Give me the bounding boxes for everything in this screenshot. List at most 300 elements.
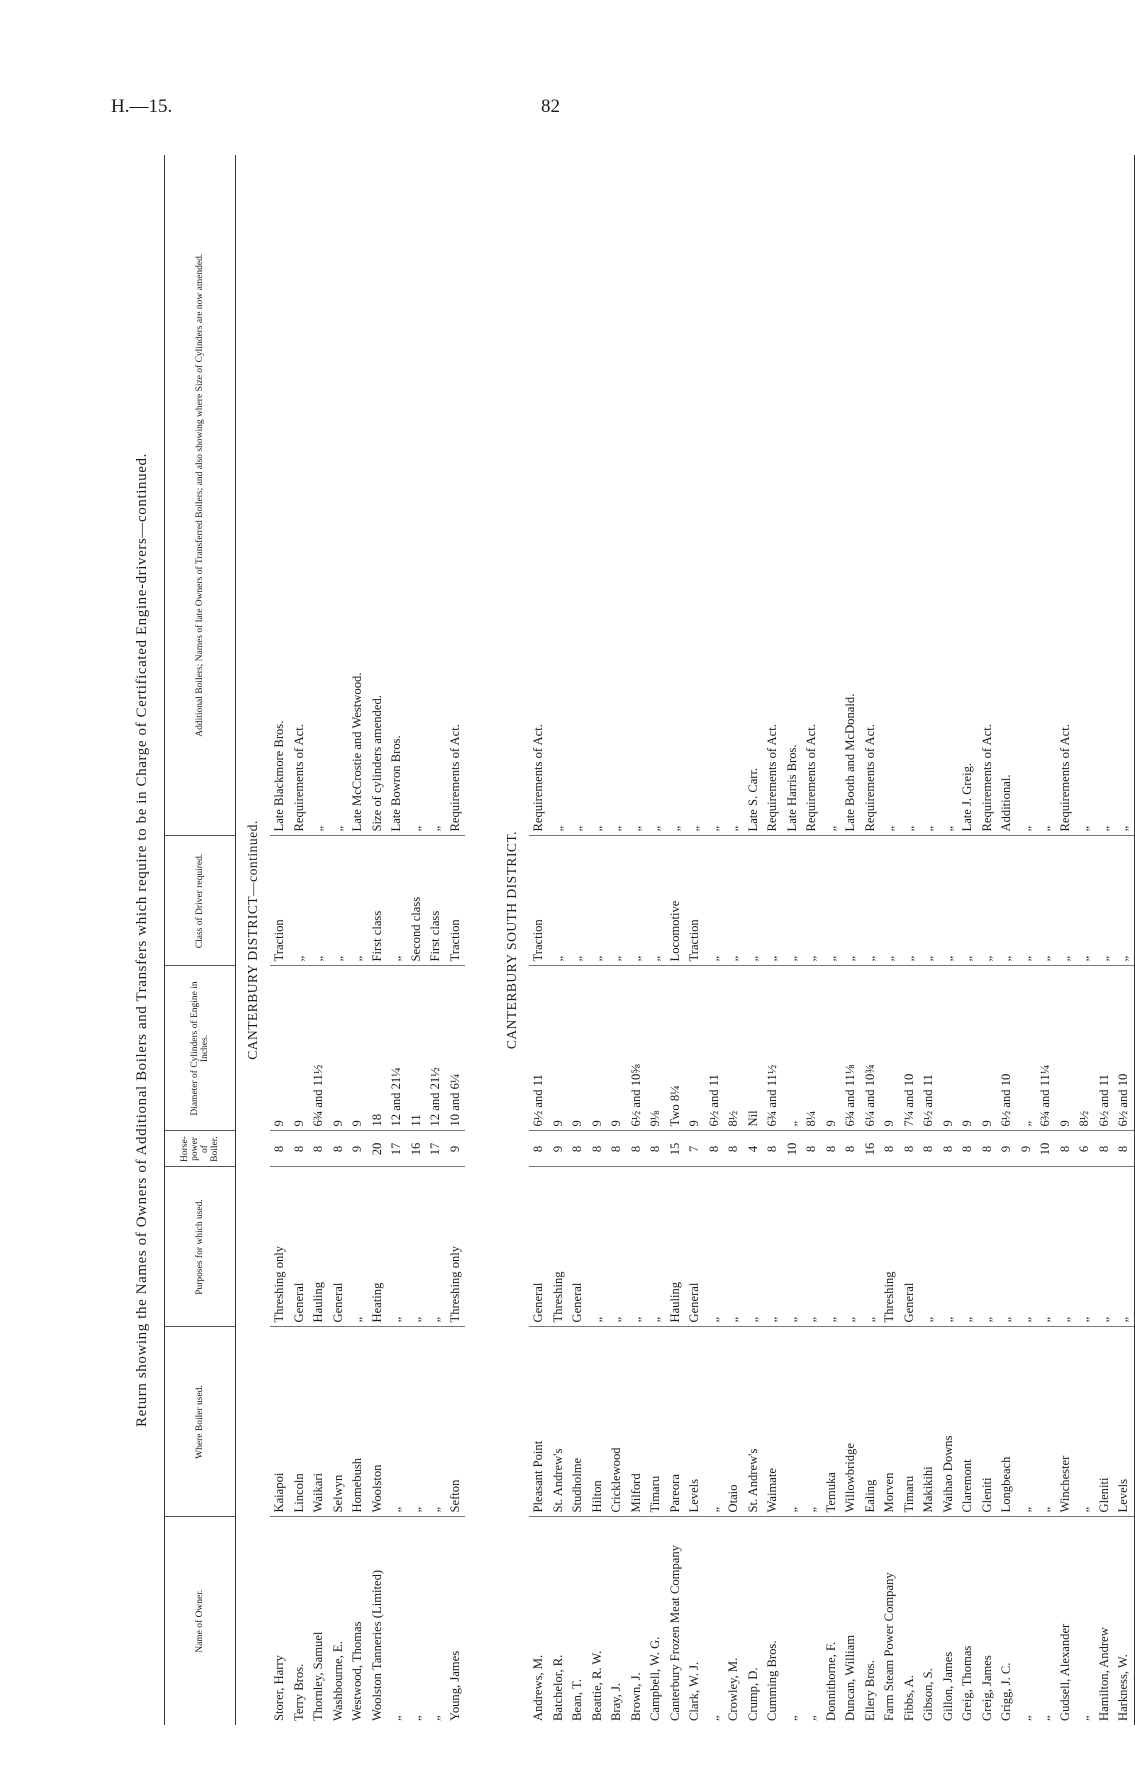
table-row (1114, 155, 1134, 1725)
purpose-cell: General (529, 1167, 549, 1327)
driver-class-cell: „ (705, 836, 725, 966)
cylinder-cell: 9 (329, 966, 349, 1131)
table-row (705, 155, 725, 1725)
driver-class-cell: „ (744, 836, 764, 966)
purpose-cell: Hauling (309, 1167, 329, 1327)
horse-power-cell: 8 (724, 1131, 744, 1167)
table-row (646, 155, 666, 1725)
owner-cell: Brown, J. (628, 1672, 643, 1721)
remarks-cell: Late Harris Bros. (783, 155, 803, 836)
owner-cell: „ (1038, 1715, 1052, 1721)
header-row (165, 155, 236, 1725)
horse-power-cell: 9 (348, 1131, 368, 1167)
horse-power-cell: 10 (783, 1131, 803, 1167)
where-used-cell: Kaiapoi (270, 1327, 290, 1517)
col-horse-power: Horse-power of Boiler. (165, 1131, 236, 1167)
driver-class-cell: Traction (270, 836, 290, 966)
horse-power-cell: 6 (1075, 1131, 1095, 1167)
owner-cell: Grigg, J. C. (999, 1662, 1013, 1721)
cylinder-cell: 7¼ and 10 (900, 966, 920, 1131)
purpose-cell: „ (744, 1167, 764, 1327)
cylinder-cell: 6¾ and 11¼ (1036, 966, 1056, 1131)
driver-class-cell: „ (387, 836, 407, 966)
remarks-cell: „ (329, 155, 349, 836)
owner-cell: Bray, J. (609, 1682, 623, 1721)
table-row (368, 155, 388, 1725)
table-row (607, 155, 627, 1725)
purpose-cell: „ (407, 1167, 427, 1327)
horse-power-cell: 9 (997, 1131, 1017, 1167)
where-used-cell: Winchester (1056, 1327, 1076, 1517)
remarks-cell: Requirements of Act. (446, 155, 466, 836)
horse-power-cell: 4 (744, 1131, 764, 1167)
driver-class-cell: Second class (407, 836, 427, 966)
remarks-cell: Late S. Carr. (744, 155, 764, 836)
cylinder-cell: 6¾ and 11½ (309, 966, 329, 1131)
driver-class-cell: Locomotive (666, 836, 686, 966)
driver-class-cell: „ (646, 836, 666, 966)
where-used-cell: Timaru (900, 1327, 920, 1517)
table-row (919, 155, 939, 1725)
where-used-cell: St. Andrew's (549, 1327, 569, 1517)
owner-cell: „ (389, 1715, 403, 1721)
horse-power-cell: 8 (880, 1131, 900, 1167)
purpose-cell: „ (1075, 1167, 1095, 1327)
owner-cell: Terry Bros. (291, 1663, 306, 1721)
where-used-cell: St. Andrew's (744, 1327, 764, 1517)
purpose-cell: „ (841, 1167, 861, 1327)
purpose-cell: Hauling (666, 1167, 686, 1327)
owner-cell: „ (408, 1715, 423, 1721)
table-row (958, 155, 978, 1725)
table-row (387, 155, 407, 1725)
purpose-cell: Heating (368, 1167, 388, 1327)
remarks-cell: Late Bowron Bros. (387, 155, 407, 836)
table-row (446, 155, 466, 1725)
driver-class-cell: „ (978, 836, 998, 966)
owner-cell: Farm Steam Power Company (882, 1572, 896, 1721)
horse-power-cell: 8 (919, 1131, 939, 1167)
remarks-cell: Late Blackmore Bros. (270, 155, 290, 836)
cylinder-cell: 8¼ (802, 966, 822, 1131)
where-used-cell: Waimate (763, 1327, 783, 1517)
driver-class-cell: „ (1036, 836, 1056, 966)
remarks-cell: Requirements of Act. (802, 155, 822, 836)
cylinder-cell: Two 8¼ (666, 966, 686, 1131)
horse-power-cell: 8 (1056, 1131, 1076, 1167)
where-used-cell: Temuka (822, 1327, 842, 1517)
purpose-cell: „ (588, 1167, 608, 1327)
remarks-cell: „ (549, 155, 569, 836)
driver-class-cell: „ (880, 836, 900, 966)
driver-class-cell: „ (588, 836, 608, 966)
horse-power-cell: 9 (446, 1131, 466, 1167)
horse-power-cell: 8 (978, 1131, 998, 1167)
table-row (329, 155, 349, 1725)
where-used-cell: Willowbridge (841, 1327, 861, 1517)
table-row (841, 155, 861, 1725)
purpose-cell: General (290, 1167, 310, 1327)
where-used-cell: „ (407, 1327, 427, 1517)
table-row (763, 155, 783, 1725)
purpose-cell: „ (919, 1167, 939, 1327)
col-owner: Name of Owner. (165, 1517, 236, 1725)
where-used-cell: Selwyn (329, 1327, 349, 1517)
table-row (1075, 155, 1095, 1725)
remarks-cell: „ (627, 155, 647, 836)
where-used-cell: Levels (685, 1327, 705, 1517)
table-row (568, 155, 588, 1725)
horse-power-cell: 8 (270, 1131, 290, 1167)
owner-cell: Crump, D. (745, 1667, 760, 1721)
remarks-cell: Size of cylinders amended. (368, 155, 388, 836)
purpose-cell: Threshing only (270, 1167, 290, 1327)
where-used-cell: Otaio (724, 1327, 744, 1517)
cylinder-cell: 18 (368, 966, 388, 1131)
purpose-cell: „ (1036, 1167, 1056, 1327)
cylinder-cell: 9 (607, 966, 627, 1131)
horse-power-cell: 8 (822, 1131, 842, 1167)
where-used-cell: „ (1017, 1327, 1037, 1517)
cylinder-cell: 9⅛ (646, 966, 666, 1131)
driver-class-cell: „ (997, 836, 1017, 966)
table-row (1056, 155, 1076, 1725)
horse-power-cell: 8 (939, 1131, 959, 1167)
owner-cell: „ (784, 1715, 799, 1721)
cylinder-cell: 6½ and 11 (1095, 966, 1115, 1131)
driver-class-cell: „ (329, 836, 349, 966)
purpose-cell: „ (1095, 1167, 1115, 1327)
where-used-cell: Gleniti (978, 1327, 998, 1517)
cylinder-cell: 6½ and 10⅝ (627, 966, 647, 1131)
remarks-cell: „ (822, 155, 842, 836)
remarks-cell: „ (705, 155, 725, 836)
driver-class-cell: „ (1017, 836, 1037, 966)
driver-class-cell: „ (763, 836, 783, 966)
driver-class-cell: „ (348, 836, 368, 966)
owner-cell: Andrews, M. (531, 1654, 545, 1721)
owner-cell: Thornley, Samuel (311, 1631, 325, 1721)
where-used-cell: Waihao Downs (939, 1327, 959, 1517)
driver-class-cell: „ (919, 836, 939, 966)
where-used-cell: Claremont (958, 1327, 978, 1517)
table-row (290, 155, 310, 1725)
rotated-table-sheet (130, 155, 1130, 1725)
where-used-cell: Studholme (568, 1327, 588, 1517)
cylinder-cell: 6½ and 10 (997, 966, 1017, 1131)
cylinder-cell: „ (1017, 966, 1037, 1131)
where-used-cell: Pleasant Point (529, 1327, 549, 1517)
horse-power-cell: 17 (426, 1131, 446, 1167)
owner-cell: „ (804, 1715, 818, 1721)
col-where-used: Where Boiler used. (165, 1327, 236, 1517)
where-used-cell: „ (1075, 1327, 1095, 1517)
owner-cell: Bean, T. (570, 1679, 584, 1721)
section-spacer (465, 155, 495, 1725)
cylinder-cell: 8½ (1075, 966, 1095, 1131)
driver-class-cell: Traction (446, 836, 466, 966)
where-used-cell: Cricklewood (607, 1327, 627, 1517)
owner-cell: Hamilton, Andrew (1096, 1627, 1111, 1721)
driver-class-cell: „ (939, 836, 959, 966)
page-number: 82 (541, 96, 560, 117)
horse-power-cell: 17 (387, 1131, 407, 1167)
horse-power-cell: 8 (588, 1131, 608, 1167)
owner-cell: Harkness, W. (1114, 1517, 1134, 1725)
remarks-cell: „ (607, 155, 627, 836)
owner-cell: „ (1018, 1715, 1033, 1721)
cylinder-cell: 9 (290, 966, 310, 1131)
purpose-cell: „ (387, 1167, 407, 1327)
cylinder-cell: 9 (822, 966, 842, 1131)
purpose-cell: „ (1056, 1167, 1076, 1327)
col-driver-class: Class of Driver required. (165, 836, 236, 966)
horse-power-cell: 8 (529, 1131, 549, 1167)
where-used-cell: Makikihi (919, 1327, 939, 1517)
remarks-cell: „ (724, 155, 744, 836)
horse-power-cell: 20 (368, 1131, 388, 1167)
owner-cell: Beattie, R. W. (589, 1650, 604, 1721)
purpose-cell: General (685, 1167, 705, 1327)
remarks-cell: Additional. (997, 155, 1017, 836)
owner-cell: Duncan, William (843, 1635, 857, 1721)
cylinder-cell: 9 (685, 966, 705, 1131)
table-row (529, 155, 549, 1725)
horse-power-cell: 8 (705, 1131, 725, 1167)
where-used-cell: Morven (880, 1327, 900, 1517)
table-row (1095, 155, 1115, 1725)
where-used-cell: „ (783, 1327, 803, 1517)
cylinder-cell: 9 (549, 966, 569, 1131)
cylinder-cell: 9 (348, 966, 368, 1131)
driver-class-cell: Traction (529, 836, 549, 966)
table-row (880, 155, 900, 1725)
engine-drivers-table (164, 155, 1135, 1725)
remarks-cell: „ (1114, 155, 1134, 836)
where-used-cell: Longbeach (997, 1327, 1017, 1517)
purpose-cell: „ (997, 1167, 1017, 1327)
driver-class-cell: „ (1095, 836, 1115, 966)
driver-class-cell: „ (1056, 836, 1076, 966)
cylinder-cell: 12 and 21½ (426, 966, 446, 1131)
table-row (1036, 155, 1056, 1725)
table-row (997, 155, 1017, 1725)
remarks-cell: „ (588, 155, 608, 836)
purpose-cell: Threshing (549, 1167, 569, 1327)
report-reference: H.—15. (111, 96, 173, 117)
where-used-cell: Homebush (348, 1327, 368, 1517)
table-row (783, 155, 803, 1725)
purpose-cell: „ (822, 1167, 842, 1327)
cylinder-cell: 9 (270, 966, 290, 1131)
table-row (802, 155, 822, 1725)
driver-class-cell: Traction (685, 836, 705, 966)
remarks-cell: „ (880, 155, 900, 836)
cylinder-cell: 6½ and 10 (1114, 966, 1134, 1131)
horse-power-cell: 8 (841, 1131, 861, 1167)
remarks-cell: „ (919, 155, 939, 836)
remarks-cell: „ (685, 155, 705, 836)
owner-cell: Gudsell, Alexander (1057, 1623, 1072, 1721)
purpose-cell: „ (646, 1167, 666, 1327)
purpose-cell: „ (958, 1167, 978, 1327)
cylinder-cell: 6¾ and 11⅛ (841, 966, 861, 1131)
remarks-cell: „ (568, 155, 588, 836)
cylinder-cell: 11 (407, 966, 427, 1131)
horse-power-cell: 7 (685, 1131, 705, 1167)
remarks-cell: Requirements of Act. (763, 155, 783, 836)
remarks-cell: „ (1095, 155, 1115, 836)
horse-power-cell: 8 (1114, 1131, 1134, 1167)
owner-cell: Gillon, James (940, 1651, 955, 1721)
remarks-cell: Requirements of Act. (978, 155, 998, 836)
where-used-cell: Timaru (646, 1327, 666, 1517)
owner-cell: Donnithorne, F. (823, 1641, 838, 1721)
owner-cell: Ellery Bros. (862, 1660, 877, 1721)
horse-power-cell: 9 (1017, 1131, 1037, 1167)
horse-power-cell: 8 (309, 1131, 329, 1167)
purpose-cell: „ (978, 1167, 998, 1327)
driver-class-cell: „ (1114, 836, 1134, 966)
owner-cell: Canterbury Frozen Meat Company (667, 1545, 682, 1721)
cylinder-cell: 9 (958, 966, 978, 1131)
purpose-cell: „ (627, 1167, 647, 1327)
table-row (685, 155, 705, 1725)
section-heading: CANTERBURY DISTRICT—continued. (245, 820, 261, 1060)
driver-class-cell: „ (841, 836, 861, 966)
owner-cell: Cumming Bros. (765, 1640, 779, 1721)
driver-class-cell: „ (802, 836, 822, 966)
remarks-cell: Requirements of Act. (861, 155, 881, 836)
section-heading-row (495, 155, 529, 1725)
remarks-cell: Late McCrostie and Westwood. (348, 155, 368, 836)
horse-power-cell: 8 (329, 1131, 349, 1167)
horse-power-cell: 8 (646, 1131, 666, 1167)
cylinder-cell: Nil (744, 966, 764, 1131)
table-title: Return showing the Names of Owners of Additional Boilers and Transfers which require to be in Charge of Certificated Engine-drivers—continued. (134, 453, 150, 1427)
remarks-cell: „ (1036, 155, 1056, 836)
purpose-cell: „ (724, 1167, 744, 1327)
table-row (744, 155, 764, 1725)
remarks-cell: Late Booth and McDonald. (841, 155, 861, 836)
cylinder-cell: 6½ and 11 (705, 966, 725, 1131)
horse-power-cell: 15 (666, 1131, 686, 1167)
driver-class-cell: „ (568, 836, 588, 966)
cylinder-cell: 9 (588, 966, 608, 1131)
purpose-cell: „ (705, 1167, 725, 1327)
section-heading: CANTERBURY SOUTH DISTRICT. (504, 830, 520, 1050)
where-used-cell: Lincoln (290, 1327, 310, 1517)
owner-cell: Gibson, S. (921, 1668, 935, 1721)
owner-cell: Clark, W. J. (687, 1661, 701, 1721)
driver-class-cell: „ (724, 836, 744, 966)
owner-cell: Campbell, W. G. (648, 1636, 662, 1721)
cylinder-cell: 9 (1056, 966, 1076, 1131)
owner-cell: Westwood, Thomas (350, 1621, 364, 1721)
driver-class-cell: First class (426, 836, 446, 966)
where-used-cell: Sefton (446, 1327, 466, 1517)
table-row (939, 155, 959, 1725)
where-used-cell: „ (705, 1327, 725, 1517)
driver-class-cell: „ (607, 836, 627, 966)
horse-power-cell: 8 (627, 1131, 647, 1167)
driver-class-cell: „ (290, 836, 310, 966)
horse-power-cell: 8 (568, 1131, 588, 1167)
horse-power-cell: 10 (1036, 1131, 1056, 1167)
table-row (549, 155, 569, 1725)
owner-cell: Washbourne, E. (330, 1641, 345, 1721)
cylinder-cell: 6¼ and 10¾ (861, 966, 881, 1131)
cylinder-cell: 9 (939, 966, 959, 1131)
owner-cell: „ (706, 1715, 721, 1721)
table-row (407, 155, 427, 1725)
where-used-cell: Hilton (588, 1327, 608, 1517)
driver-class-cell: „ (549, 836, 569, 966)
purpose-cell: „ (939, 1167, 959, 1327)
cylinder-cell: 6½ and 11 (919, 966, 939, 1131)
table-row (978, 155, 998, 1725)
horse-power-cell: 8 (290, 1131, 310, 1167)
where-used-cell: Woolston (368, 1327, 388, 1517)
driver-class-cell: „ (309, 836, 329, 966)
purpose-cell: „ (763, 1167, 783, 1327)
purpose-cell: „ (1017, 1167, 1037, 1327)
cylinder-cell: 12 and 21¼ (387, 966, 407, 1131)
where-used-cell: Levels (1114, 1327, 1134, 1517)
purpose-cell: „ (426, 1167, 446, 1327)
owner-cell: Woolston Tanneries (Limited) (369, 1569, 384, 1721)
section-heading-row (236, 155, 271, 1725)
purpose-cell: Threshing only (446, 1167, 466, 1327)
cylinder-cell: 9 (880, 966, 900, 1131)
owner-cell: „ (1077, 1715, 1091, 1721)
owner-cell: Storer, Harry (272, 1655, 286, 1721)
horse-power-cell: 8 (1095, 1131, 1115, 1167)
remarks-cell: Requirements of Act. (290, 155, 310, 836)
purpose-cell: „ (783, 1167, 803, 1327)
purpose-cell: Threshing (880, 1167, 900, 1327)
cylinder-cell: 10 and 6¼ (446, 966, 466, 1131)
driver-class-cell: „ (861, 836, 881, 966)
driver-class-cell: First class (368, 836, 388, 966)
remarks-cell: „ (1017, 155, 1037, 836)
table-row (861, 155, 881, 1725)
table-row (309, 155, 329, 1725)
where-used-cell: „ (802, 1327, 822, 1517)
purpose-cell: „ (1114, 1167, 1134, 1327)
table-row (900, 155, 920, 1725)
owner-cell: Greig, Thomas (960, 1645, 974, 1721)
col-purpose: Purposes for which used. (165, 1167, 236, 1327)
remarks-cell: „ (646, 155, 666, 836)
col-cylinder-diameter: Diameter of Cylinders of Engine in Inches. (165, 966, 236, 1131)
purpose-cell: General (329, 1167, 349, 1327)
remarks-cell: „ (1075, 155, 1095, 836)
table-row (627, 155, 647, 1725)
horse-power-cell: 8 (958, 1131, 978, 1167)
horse-power-cell: 8 (802, 1131, 822, 1167)
table-row (426, 155, 446, 1725)
purpose-cell: „ (861, 1167, 881, 1327)
where-used-cell: „ (1036, 1327, 1056, 1517)
cylinder-cell: „ (783, 966, 803, 1131)
where-used-cell: „ (387, 1327, 407, 1517)
table-row (724, 155, 744, 1725)
where-used-cell: Waikari (309, 1327, 329, 1517)
remarks-cell: „ (407, 155, 427, 836)
owner-cell: Crowley, M. (726, 1657, 740, 1721)
driver-class-cell: „ (783, 836, 803, 966)
